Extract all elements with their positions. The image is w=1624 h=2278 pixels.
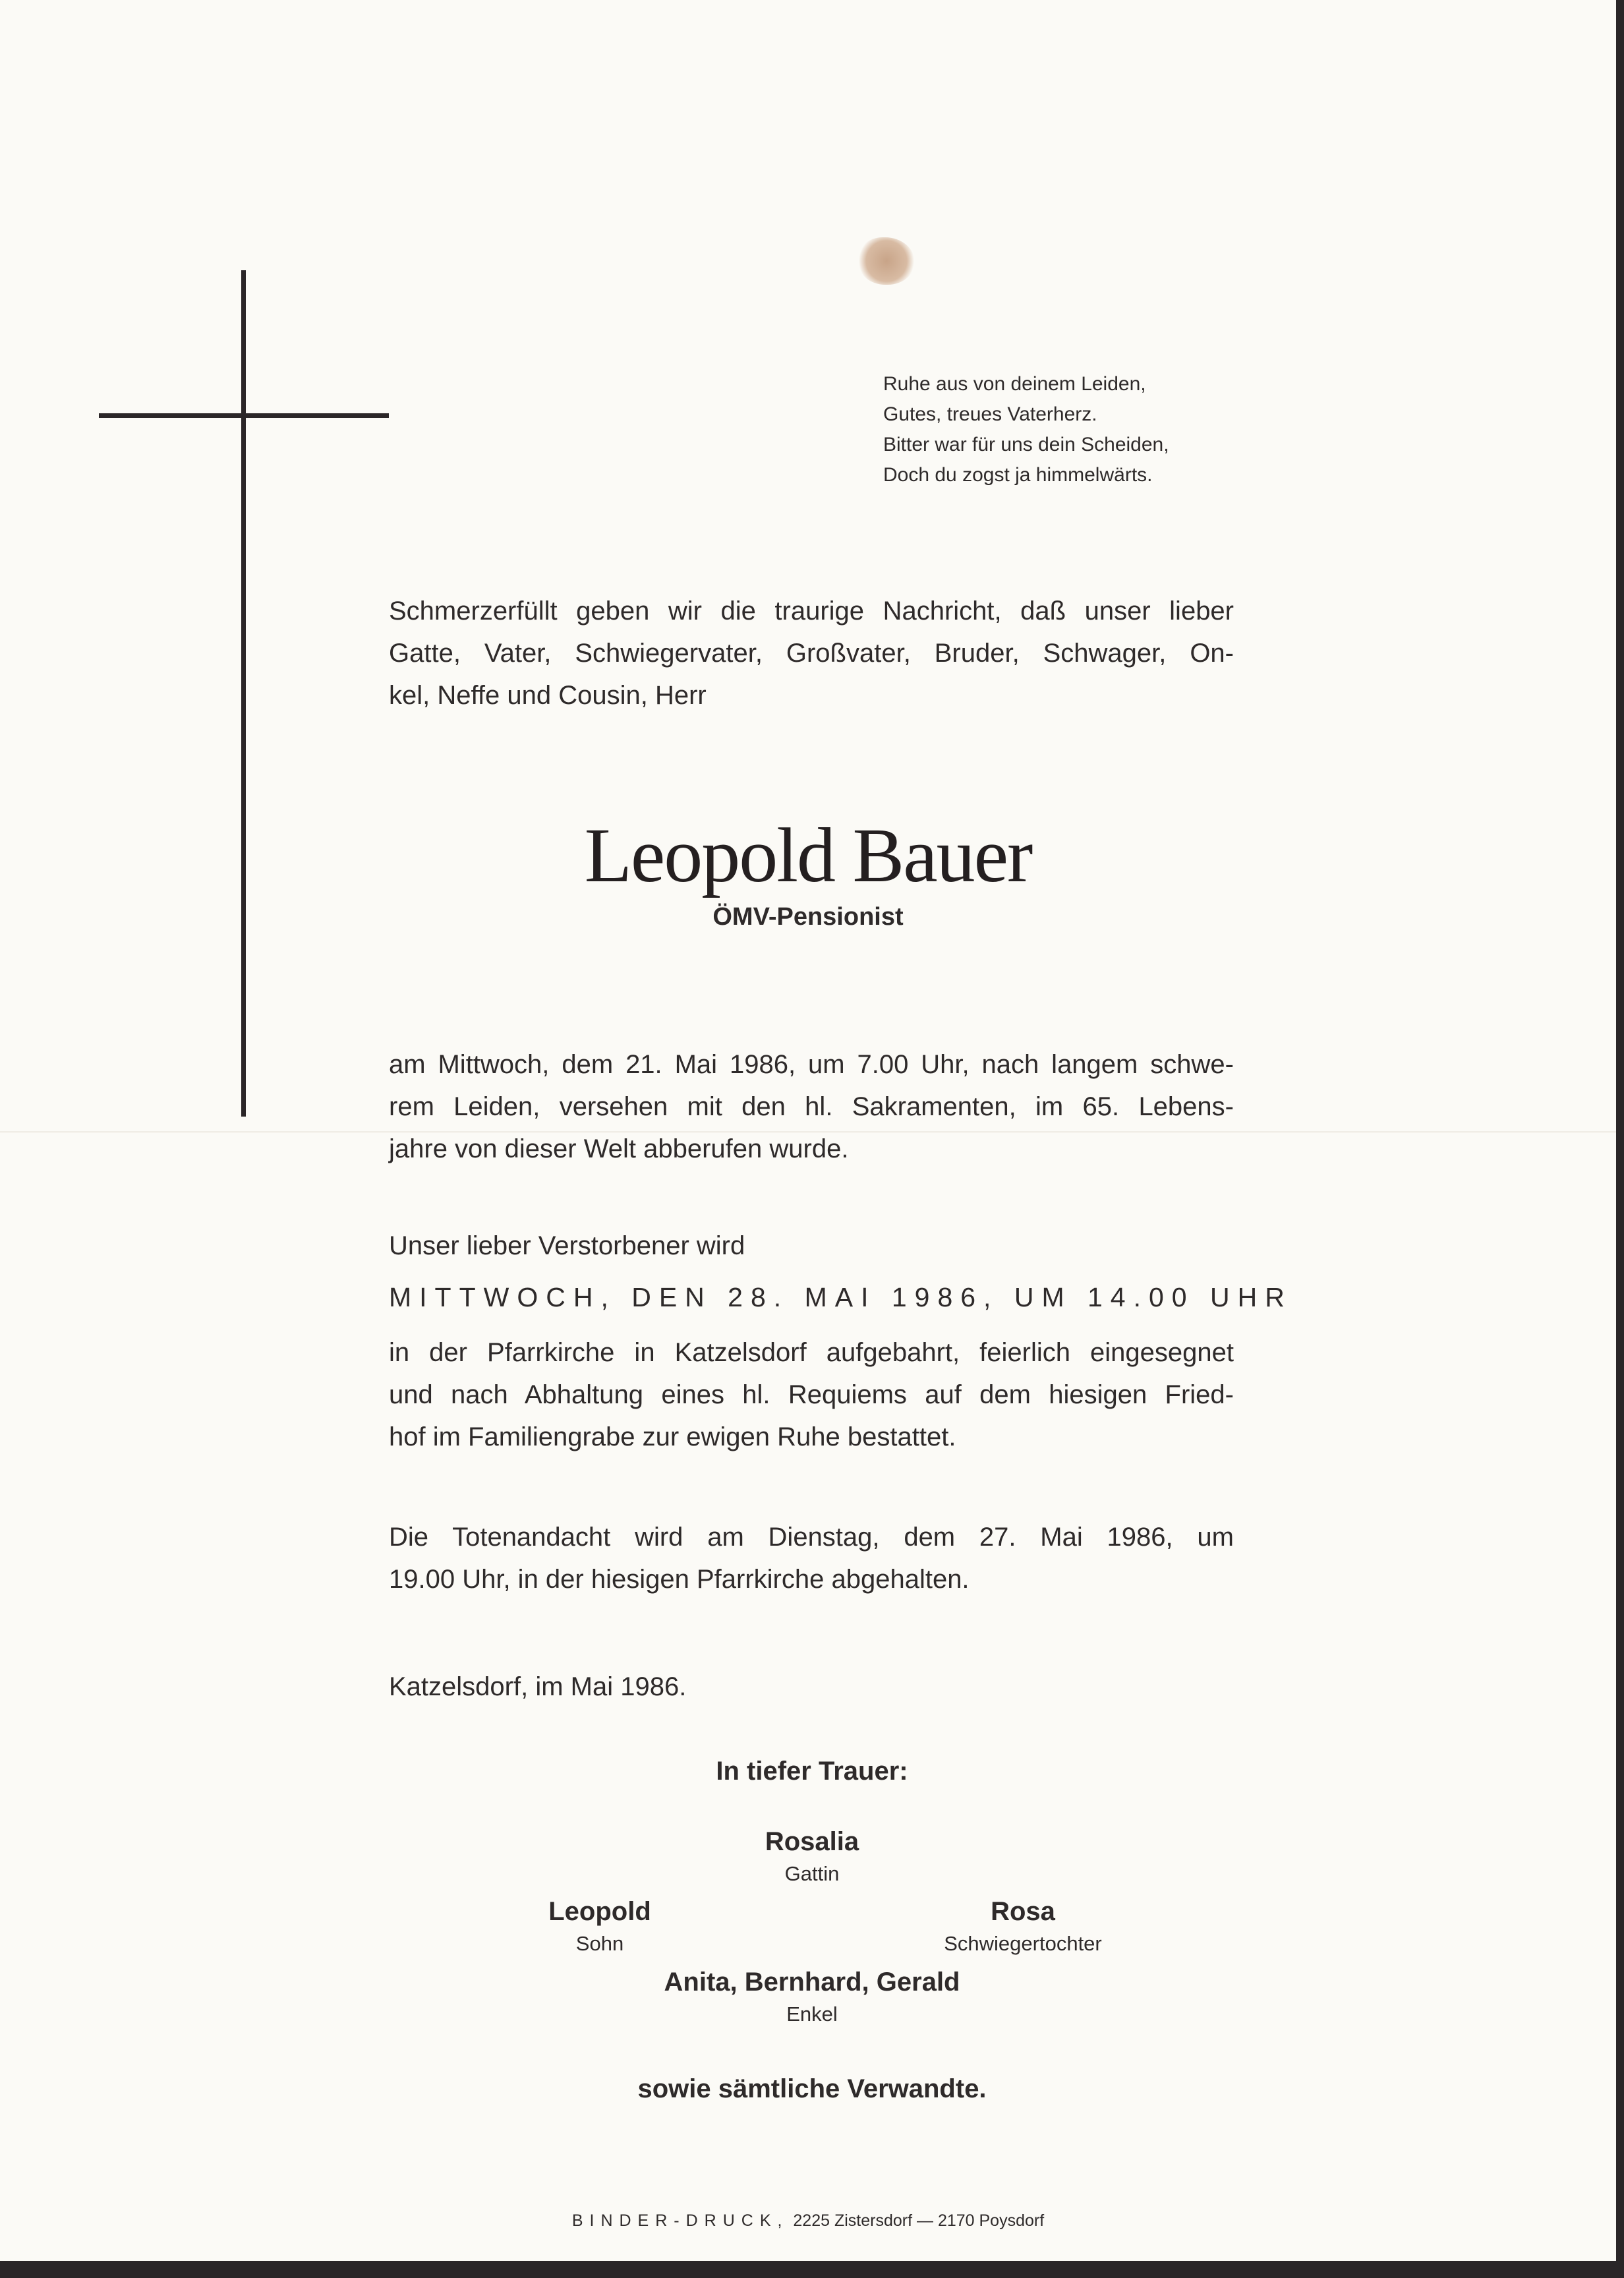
funeral-details-paragraph — [389, 1331, 1234, 1458]
cross-icon — [241, 270, 246, 1117]
death-notice-paragraph — [389, 1043, 1234, 1170]
funeral-details-line: und nach Abhaltung eines hl. Requiems auf dem hiesigen Fried- — [389, 1380, 1234, 1409]
place-date: Katzelsdorf, im Mai 1986. — [389, 1672, 687, 1701]
funeral-details-line: in der Pfarrkirche in Katzelsdorf aufgebahrt, feierlich eingesegnet — [389, 1338, 1234, 1367]
mourner-grandchildren — [664, 1968, 960, 2026]
printer-footer — [0, 2211, 1616, 2231]
mourner-role: Enkel — [786, 2002, 838, 2026]
intro-line: kel, Neffe und Cousin, Herr — [389, 681, 707, 710]
mourner-role: Gattin — [784, 1862, 840, 1885]
intro-line: Schmerzerfüllt geben wir die traurige Nachricht, daß unser lieber — [389, 597, 1234, 626]
mourner-son — [548, 1897, 651, 1956]
poem-line: Doch du zogst ja himmelwärts. — [883, 464, 1153, 486]
death-notice-line: rem Leiden, versehen mit den hl. Sakramenten, im 65. Lebens- — [389, 1092, 1234, 1121]
poem-line: Gutes, treues Vaterherz. — [883, 403, 1097, 425]
mourner-wife — [765, 1827, 859, 1886]
poem-line: Ruhe aus von deinem Leiden, — [883, 373, 1146, 395]
mourner-name: Anita, Bernhard, Gerald — [664, 1968, 960, 1997]
cross-icon-bar — [99, 413, 389, 418]
mourner-role: Schwiegertochter — [944, 1932, 1102, 1955]
funeral-details-line: hof im Familiengrabe zur ewigen Ruhe bestattet. — [389, 1422, 956, 1451]
printer-name: BINDER-DRUCK, — [571, 2211, 789, 2230]
mourner-name: Rosa — [991, 1897, 1055, 1926]
memorial-poem — [883, 369, 1169, 490]
mourner-name: Leopold — [548, 1897, 651, 1926]
mourner-daughter-in-law — [944, 1897, 1102, 1956]
mourners-closing: sowie sämtliche Verwandte. — [637, 2074, 987, 2103]
intro-paragraph — [389, 590, 1234, 716]
deceased-name: Leopold Bauer — [584, 812, 1032, 898]
mourners-heading: In tiefer Trauer: — [716, 1757, 908, 1786]
death-notice-line: jahre von dieser Welt abberufen wurde. — [389, 1134, 849, 1163]
vigil-line: Die Totenandacht wird am Dienstag, dem 27. Mai 1986, um — [389, 1523, 1234, 1552]
death-notice-line: am Mittwoch, dem 21. Mai 1986, um 7.00 Uhr, nach langem schwe- — [389, 1050, 1234, 1079]
printer-locations: 2225 Zistersdorf — 2170 Poysdorf — [793, 2211, 1045, 2230]
mourner-name: Rosalia — [765, 1827, 859, 1856]
paper-stain — [858, 237, 915, 285]
poem-line: Bitter war für uns dein Scheiden, — [883, 434, 1169, 455]
deceased-title: ÖMV-Pensionist — [712, 903, 904, 931]
vigil-paragraph — [389, 1516, 1234, 1600]
funeral-lead: Unser lieber Verstorbener wird — [389, 1231, 745, 1260]
vigil-line: 19.00 Uhr, in der hiesigen Pfarrkirche abgehalten. — [389, 1565, 970, 1594]
mourner-role: Sohn — [575, 1932, 624, 1955]
intro-line: Gatte, Vater, Schwiegervater, Großvater, Bruder, Schwager, On- — [389, 639, 1234, 668]
funeral-date: MITTWOCH, DEN 28. MAI 1986, UM 14.00 UHR — [389, 1282, 1292, 1312]
